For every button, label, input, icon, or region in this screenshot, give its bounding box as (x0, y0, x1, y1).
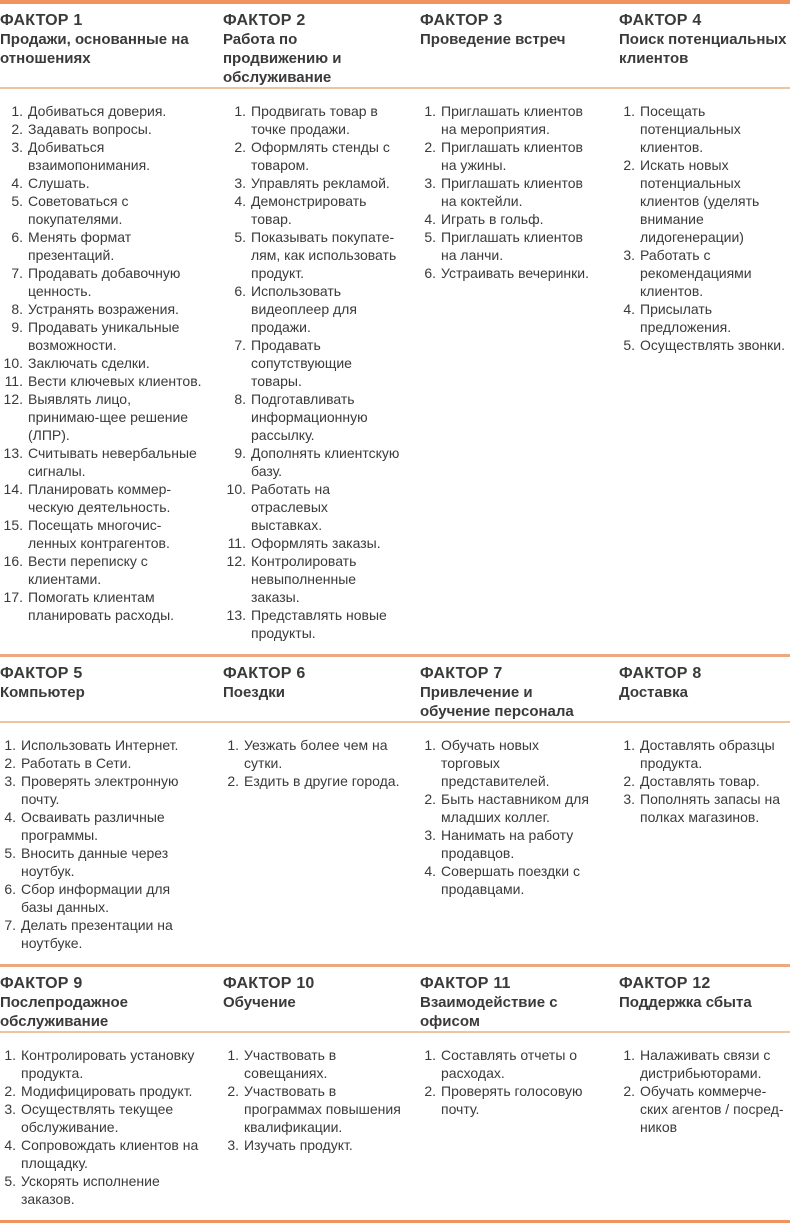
list-item-text: Обучать коммерче-ских агентов / посред-ников (640, 1083, 784, 1135)
list-item-number: 8. (234, 391, 246, 407)
list-item-text: Изучать продукт. (244, 1137, 353, 1153)
factors-row-3-headers (0, 967, 790, 1031)
list-item-text: Сбор информации для базы данных. (21, 881, 171, 915)
factor-9-header (0, 974, 204, 1031)
list-item-number: 17. (3, 589, 23, 605)
factor-title: Поиск потенциальных клиентов (619, 31, 787, 67)
list-item-text: Добиваться доверия. (28, 103, 167, 119)
list-item-number: 13. (3, 445, 23, 461)
factor-title: Поддержка сбыта (619, 994, 752, 1011)
list-item-text: Доставлять образцы продукта. (640, 737, 775, 771)
factor-label: ФАКТОР 3 (420, 12, 503, 29)
list-item-number: 6. (4, 881, 16, 897)
list-item (420, 264, 600, 282)
factor-7-items (420, 736, 600, 952)
list-item (0, 120, 204, 138)
list-item (0, 844, 204, 880)
list-item (0, 318, 204, 354)
list-item-text: Вести переписку с клиентами. (28, 553, 148, 587)
factor-9-items (0, 1046, 204, 1208)
factor-10-items (223, 1046, 401, 1208)
list-item (0, 916, 204, 952)
list-item-number: 1. (424, 103, 436, 119)
list-item-text: Участвовать в совещаниях. (244, 1047, 337, 1081)
list-item-number: 2. (623, 773, 635, 789)
list-item-number: 2. (424, 791, 436, 807)
list-item-text: Считывать невербальные сигналы. (28, 445, 197, 479)
list-item (0, 588, 204, 624)
list-item-text: Нанимать на работу продавцов. (441, 827, 574, 861)
list-item (223, 192, 401, 228)
list-item (223, 480, 401, 534)
list-item (0, 1136, 204, 1172)
list-item (223, 336, 401, 390)
list-item (0, 808, 204, 844)
list-item-text: Вести ключевых клиентов. (28, 373, 202, 389)
list-item-number: 2. (623, 1083, 635, 1099)
factor-title: Компьютер (0, 684, 85, 701)
list-item (619, 246, 790, 300)
factor-title: Поездки (223, 684, 285, 701)
list-item (0, 736, 204, 754)
factor-3-header (420, 11, 600, 49)
factor-title: Проведение встреч (420, 31, 566, 48)
list-item-number: 1. (623, 737, 635, 753)
list-item (619, 300, 790, 336)
factors-row-2-lists (0, 723, 790, 964)
list-item-text: Искать новых потенциальных клиентов (уделять внимание лидогенерации) (640, 157, 760, 245)
list-item-number: 10. (226, 481, 246, 497)
list-item-text: Проверять голосовую почту. (441, 1083, 583, 1117)
list-item-number: 7. (234, 337, 246, 353)
factor-4-items (619, 102, 790, 642)
list-item (0, 192, 204, 228)
list-item-number: 3. (623, 791, 635, 807)
list-item-number: 3. (234, 175, 246, 191)
list-item-number: 3. (4, 773, 16, 789)
factor-label: ФАКТОР 2 (223, 12, 306, 29)
list-item (223, 138, 401, 174)
list-item (0, 138, 204, 174)
list-item-text: Приглашать клиентов на ланчи. (441, 229, 583, 263)
list-item (223, 228, 401, 282)
list-item-number: 7. (4, 917, 16, 933)
list-item-number: 16. (3, 553, 23, 569)
list-item (0, 174, 204, 192)
factor-title: Продажи, основанные на отношениях (0, 31, 189, 67)
list-item-text: Налаживать связи с дистрибьюторами. (640, 1047, 771, 1081)
list-item-number: 4. (623, 301, 635, 317)
list-item (619, 772, 790, 790)
list-item (0, 390, 204, 444)
list-item-number: 13. (226, 607, 246, 623)
list-item-number: 15. (3, 517, 23, 533)
list-item-number: 4. (4, 809, 16, 825)
list-item-number: 1. (227, 1047, 239, 1063)
factor-label: ФАКТОР 5 (0, 665, 83, 682)
list-item-text: Уезжать более чем на сутки. (244, 737, 388, 771)
list-item-number: 5. (4, 845, 16, 861)
list-item-number: 11. (227, 535, 246, 551)
factor-title: Привлечение и обучение персонала (420, 684, 574, 720)
list-item (0, 354, 204, 372)
list-item (420, 790, 600, 826)
list-item (0, 444, 204, 480)
factors-row-2-headers (0, 657, 790, 721)
list-item-text: Присылать предложения. (640, 301, 732, 335)
list-item-text: Задавать вопросы. (28, 121, 152, 137)
list-item-text: Представлять новые продукты. (251, 607, 387, 641)
list-item (420, 1082, 600, 1118)
factor-11-items (420, 1046, 600, 1208)
list-item (0, 102, 204, 120)
list-item-text: Совершать поездки с продавцами. (441, 863, 581, 897)
factor-label: ФАКТОР 12 (619, 975, 711, 992)
factor-2-header (223, 11, 401, 87)
list-item-text: Использовать Интернет. (21, 737, 179, 753)
list-item-number: 4. (11, 175, 23, 191)
factor-11-header (420, 974, 600, 1031)
list-item (223, 390, 401, 444)
list-item (223, 102, 401, 138)
factor-label: ФАКТОР 6 (223, 665, 306, 682)
list-item-text: Работать с рекомендациями клиентов. (640, 247, 752, 299)
factors-row-2 (0, 657, 790, 964)
list-item (0, 480, 204, 516)
list-item-text: Продавать сопутствующие товары. (251, 337, 352, 389)
list-item-number: 3. (227, 1137, 239, 1153)
factor-5-header (0, 664, 204, 702)
list-item-text: Играть в гольф. (441, 211, 544, 227)
list-item-number: 1. (227, 737, 239, 753)
list-item-text: Планировать коммер-ческую деятельность. (28, 481, 172, 515)
list-item-text: Устраивать вечеринки. (441, 265, 589, 281)
list-item-number: 14. (3, 481, 23, 497)
factor-1-items (0, 102, 204, 642)
factor-title: Обучение (223, 994, 296, 1011)
list-item-number: 1. (11, 103, 23, 119)
list-item-text: Выявлять лицо, принимаю-щее решение (ЛПР). (28, 391, 189, 443)
list-item-number: 3. (424, 827, 436, 843)
list-item-text: Использовать видеоплеер для продажи. (251, 283, 357, 335)
list-item-text: Сопровождать клиентов на площадку. (21, 1137, 199, 1171)
list-item-text: Советоваться с покупателями. (28, 193, 129, 227)
list-item (223, 1082, 401, 1136)
list-item-text: Делать презентации на ноутбуке. (21, 917, 173, 951)
factor-label: ФАКТОР 1 (0, 12, 83, 29)
list-item-text: Ездить в другие города. (244, 773, 400, 789)
list-item-text: Участвовать в программах повышения квалификации. (244, 1083, 401, 1135)
list-item (223, 552, 401, 606)
list-item-number: 2. (234, 139, 246, 155)
factor-8-items (619, 736, 790, 952)
list-item (223, 534, 401, 552)
list-item-number: 6. (234, 283, 246, 299)
list-item (420, 862, 600, 898)
factors-row-1 (0, 4, 790, 654)
factor-6-header (223, 664, 401, 702)
list-item-number: 2. (4, 1083, 16, 1099)
factor-title: Доставка (619, 684, 688, 701)
factor-title: Взаимодействие с офисом (420, 994, 558, 1030)
list-item (420, 826, 600, 862)
list-item-number: 9. (11, 319, 23, 335)
list-item (223, 1136, 401, 1154)
factor-5-items (0, 736, 204, 952)
list-item (619, 336, 790, 354)
list-item (420, 174, 600, 210)
factor-4-header (619, 11, 790, 68)
list-item (619, 102, 790, 156)
list-item-number: 4. (424, 863, 436, 879)
list-item-number: 2. (424, 139, 436, 155)
factor-label: ФАКТОР 7 (420, 665, 503, 682)
factors-row-1-lists (0, 89, 790, 654)
list-item (420, 736, 600, 790)
list-item-number: 1. (4, 737, 16, 753)
factor-3-items (420, 102, 600, 642)
list-item (223, 1046, 401, 1082)
factor-12-header (619, 974, 790, 1012)
list-item-text: Составлять отчеты о расходах. (441, 1047, 578, 1081)
list-item-number: 2. (623, 157, 635, 173)
list-item (223, 174, 401, 192)
list-item-number: 1. (424, 1047, 436, 1063)
list-item-text: Продавать уникальные возможности. (28, 319, 180, 353)
list-item-text: Осуществлять текущее обслуживание. (21, 1101, 174, 1135)
factor-8-header (619, 664, 790, 702)
list-item-text: Ускорять исполнение заказов. (21, 1173, 160, 1207)
factor-title: Послепродажное обслуживание (0, 994, 129, 1030)
list-item-number: 5. (11, 193, 23, 209)
list-item (420, 1046, 600, 1082)
list-item-text: Модифицировать продукт. (21, 1083, 193, 1099)
list-item-number: 12. (226, 553, 246, 569)
list-item-text: Демонстрировать товар. (251, 193, 367, 227)
list-item (223, 606, 401, 642)
list-item (0, 1082, 204, 1100)
list-item-text: Пополнять запасы на полках магазинов. (640, 791, 781, 825)
list-item-number: 2. (11, 121, 23, 137)
factors-row-1-headers (0, 4, 790, 87)
list-item-number: 9. (234, 445, 246, 461)
list-item-number: 12. (3, 391, 23, 407)
list-item (0, 552, 204, 588)
list-item (619, 736, 790, 772)
list-item-text: Работать в Сети. (21, 755, 132, 771)
list-item-text: Проверять электронную почту. (21, 773, 179, 807)
list-item-number: 3. (623, 247, 635, 263)
list-item-number: 5. (234, 229, 246, 245)
list-item (619, 156, 790, 246)
factor-10-header (223, 974, 401, 1012)
list-item-text: Приглашать клиентов на мероприятия. (441, 103, 583, 137)
list-item (0, 754, 204, 772)
factor-label: ФАКТОР 8 (619, 665, 702, 682)
list-item (0, 1172, 204, 1208)
list-item-text: Быть наставником для младших коллег. (441, 791, 589, 825)
list-item-text: Добиваться взаимопонимания. (28, 139, 151, 173)
factor-label: ФАКТОР 4 (619, 12, 702, 29)
list-item (420, 228, 600, 264)
list-item-number: 1. (623, 103, 635, 119)
list-item-number: 3. (11, 139, 23, 155)
list-item (223, 444, 401, 480)
list-item-text: Обучать новых торговых представителей. (441, 737, 550, 789)
list-item (619, 1046, 790, 1082)
list-item-text: Контролировать невыполненные заказы. (251, 553, 357, 605)
list-item-text: Слушать. (28, 175, 90, 191)
factor-title: Работа по продвижению и обслуживание (223, 31, 342, 86)
list-item-number: 2. (227, 1083, 239, 1099)
factors-row-3-lists (0, 1033, 790, 1220)
list-item (0, 772, 204, 808)
list-item-number: 2. (424, 1083, 436, 1099)
list-item-text: Продвигать товар в точке продажи. (251, 103, 378, 137)
factor-label: ФАКТОР 11 (420, 975, 511, 992)
list-item-number: 6. (424, 265, 436, 281)
list-item-number: 2. (4, 755, 16, 771)
list-item-number: 5. (424, 229, 436, 245)
list-item-text: Контролировать установку продукта. (21, 1047, 195, 1081)
factor-label: ФАКТОР 10 (223, 975, 315, 992)
list-item-number: 3. (424, 175, 436, 191)
list-item-number: 11. (4, 373, 23, 389)
list-item-number: 3. (4, 1101, 16, 1117)
list-item (420, 210, 600, 228)
list-item-number: 1. (424, 737, 436, 753)
list-item-text: Устранять возражения. (28, 301, 179, 317)
list-item (619, 1082, 790, 1136)
list-item-number: 6. (11, 229, 23, 245)
list-item-text: Подготавливать информационную рассылку. (251, 391, 368, 443)
factor-2-items (223, 102, 401, 642)
list-item-text: Оформлять стенды с товаром. (251, 139, 390, 173)
list-item-text: Заключать сделки. (28, 355, 150, 371)
list-item-number: 4. (424, 211, 436, 227)
list-item-text: Приглашать клиентов на коктейли. (441, 175, 583, 209)
list-item (0, 264, 204, 300)
list-item-text: Помогать клиентам планировать расходы. (28, 589, 175, 623)
list-item (0, 1046, 204, 1082)
list-item-text: Приглашать клиентов на ужины. (441, 139, 583, 173)
factor-12-items (619, 1046, 790, 1208)
list-item-number: 4. (4, 1137, 16, 1153)
list-item (0, 372, 204, 390)
list-item (619, 790, 790, 826)
list-item-text: Вносить данные через ноутбук. (21, 845, 169, 879)
list-item-number: 10. (3, 355, 23, 371)
list-item-text: Работать на отраслевых выставках. (251, 481, 331, 533)
list-item-number: 8. (11, 301, 23, 317)
list-item-number: 1. (4, 1047, 16, 1063)
list-item-number: 5. (623, 337, 635, 353)
factors-row-3 (0, 967, 790, 1220)
list-item (0, 228, 204, 264)
list-item (0, 300, 204, 318)
list-item (223, 772, 401, 790)
list-item-text: Дополнять клиентскую базу. (251, 445, 400, 479)
list-item-text: Продавать добавочную ценность. (28, 265, 181, 299)
list-item (420, 102, 600, 138)
list-item-number: 5. (4, 1173, 16, 1189)
factor-label: ФАКТОР 9 (0, 975, 83, 992)
list-item-number: 1. (234, 103, 246, 119)
list-item-text: Управлять рекламой. (251, 175, 390, 191)
list-item-text: Осваивать различные программы. (21, 809, 165, 843)
list-item (0, 1100, 204, 1136)
list-item-text: Посещать многочис-ленных контрагентов. (28, 517, 170, 551)
list-item-number: 1. (623, 1047, 635, 1063)
list-item-text: Осуществлять звонки. (640, 337, 785, 353)
list-item (0, 880, 204, 916)
factor-6-items (223, 736, 401, 952)
list-item-text: Менять формат презентаций. (28, 229, 132, 263)
list-item-text: Показывать покупате-лям, как использовать продукт. (251, 229, 397, 281)
list-item-text: Доставлять товар. (640, 773, 760, 789)
list-item-number: 2. (227, 773, 239, 789)
list-item-number: 4. (234, 193, 246, 209)
list-item (0, 516, 204, 552)
list-item-text: Оформлять заказы. (251, 535, 381, 551)
list-item-text: Посещать потенциальных клиентов. (640, 103, 741, 155)
list-item (420, 138, 600, 174)
list-item-number: 7. (11, 265, 23, 281)
list-item (223, 282, 401, 336)
factor-1-header (0, 11, 204, 68)
list-item (223, 736, 401, 772)
factor-7-header (420, 664, 600, 721)
